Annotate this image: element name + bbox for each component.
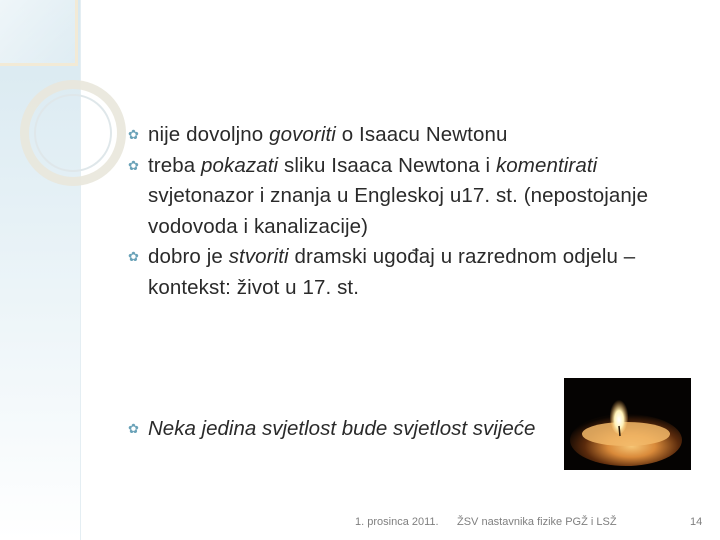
bullet-1-text-end: o Isaacu Newtonu: [335, 123, 508, 146]
bullet-list: [128, 120, 708, 303]
candle-image: [564, 378, 691, 470]
bullet-3-emphasis: stvoriti: [228, 245, 289, 268]
page-number: 14: [690, 516, 703, 528]
flower-bullet-icon: ✿: [128, 421, 139, 436]
closing-text: Neka jedina svjetlost bude svjetlost svijeće: [148, 417, 536, 440]
bullet-2-emphasis-2: komentirati: [495, 153, 598, 177]
bullet-2-text-mid: sliku Isaaca Newtona i: [278, 153, 496, 177]
decorative-ring-inner: [34, 94, 112, 172]
bullet-3-text: dobro je: [148, 245, 229, 268]
flower-bullet-icon: ✿: [128, 157, 139, 173]
bullet-item-3: [128, 242, 708, 303]
bullet-1-text: nije dovoljno: [148, 123, 270, 146]
decorative-square: [0, 0, 78, 66]
footer-date: 1. prosinca 2011.: [355, 516, 439, 528]
bullet-2-text: treba: [148, 153, 202, 177]
closing-quote: [128, 414, 535, 444]
bullet-item-2: [128, 151, 708, 243]
bullet-item-1: [128, 120, 708, 151]
bullet-2-emphasis: pokazati: [201, 153, 279, 177]
footer-organization: ŽSV nastavnika fizike PGŽ i LSŽ: [457, 516, 617, 528]
bullet-3-text-end: dramski ugođaj u razrednom odjelu – kontekst: život u 17. st.: [148, 245, 636, 299]
bullet-2-text-end: svjetonazor i znanja u Engleskoj u17. st. (nepostojanje vodovoda i kanalizacije): [148, 184, 649, 238]
flower-bullet-icon: ✿: [128, 249, 139, 264]
bullet-1-emphasis: govoriti: [269, 123, 336, 146]
flower-bullet-icon: ✿: [128, 127, 139, 142]
